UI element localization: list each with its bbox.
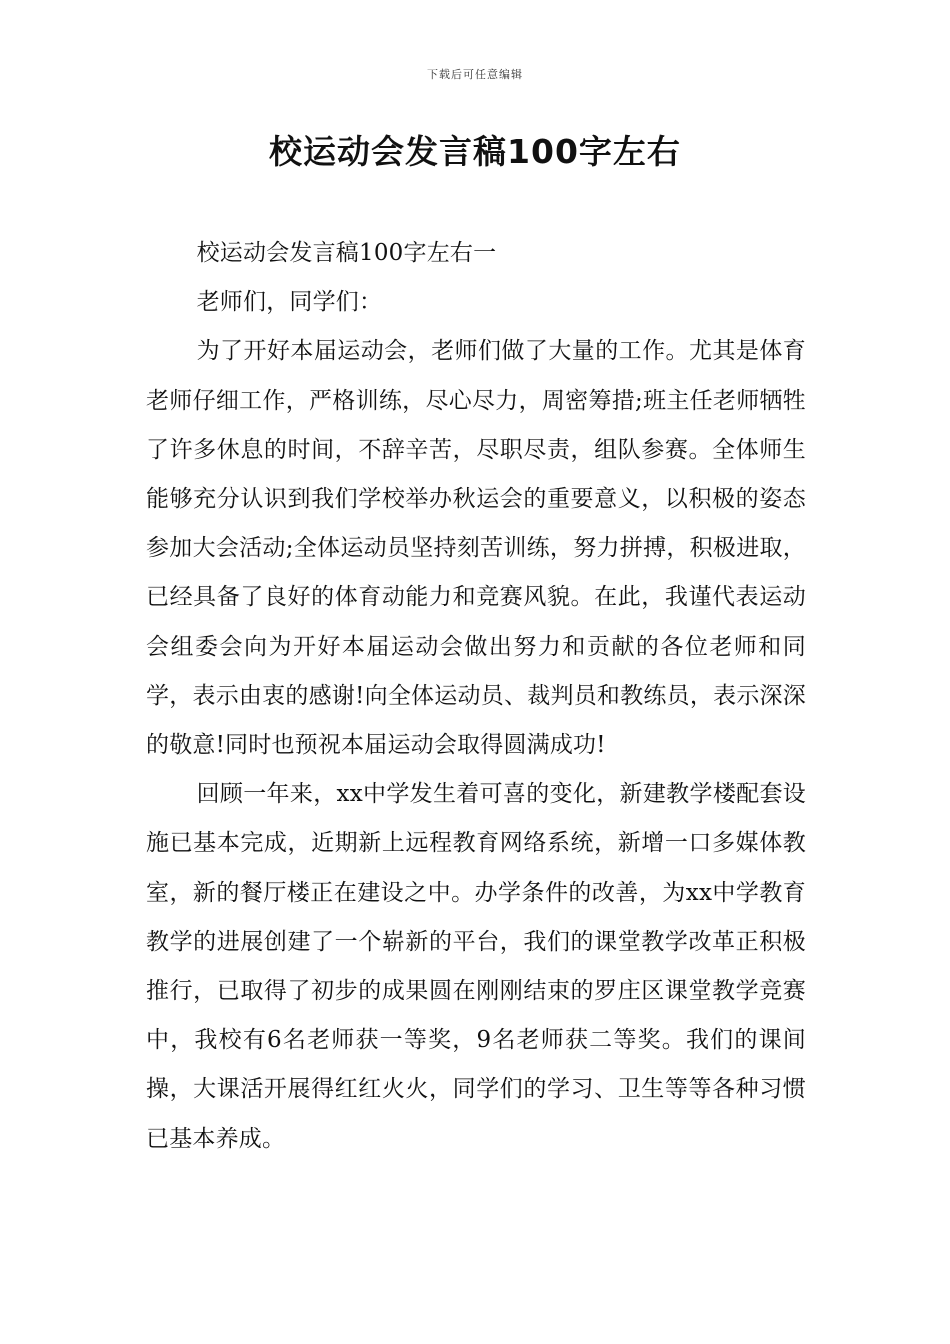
- document-title: 校运动会发言稿100字左右: [269, 132, 681, 171]
- subtitle-paragraph: 校运动会发言稿100字左右一: [196, 240, 497, 266]
- body-paragraph: 为了开好本届运动会，老师们做了大量的工作。尤其是体育老师仔细工作，严格训练，尽心尽力，周密筹措;班主任老师牺牲了许多休息的时间，不辞辛苦，尽职尽责，组队参赛。全体师生能够充分认识到我们学校举办秋运会的重要意义，以积极的姿态参加大会活动;全体运动员坚持刻苦训练，努力拼搏，积极进取，已经具备了良好的体育动能力和竞赛风貌。在此，我谨代表运动会组委会向为开好本届运动会做出努力和贡献的各位老师和同学，表示由衷的感谢!向全体运动员、裁判员和教练员，表示深深的敬意!同时也预祝本届运动会取得圆满成功!: [146, 338, 806, 759]
- document-body: [146, 229, 806, 1164]
- salutation-paragraph: 老师们，同学们：: [196, 289, 383, 316]
- body-paragraph: 回顾一年来，xx中学发生着可喜的变化，新建教学楼配套设施已基本完成，近期新上远程教育网络系统，新增一口多媒体教室，新的餐厅楼正在建设之中。办学条件的改善，为xx中学教育教学的进展创建了一个崭新的平台，我们的课堂教学改革正积极推行，已取得了初步的成果圆在刚刚结束的罗庄区课堂教学竞赛中，我校有6名老师获一等奖，9名老师获二等奖。我们的课间操，大课活开展得红红火火，同学们的学习、卫生等等各种习惯已基本养成。: [146, 781, 806, 1152]
- header-note: 下载后可任意编辑: [427, 68, 523, 81]
